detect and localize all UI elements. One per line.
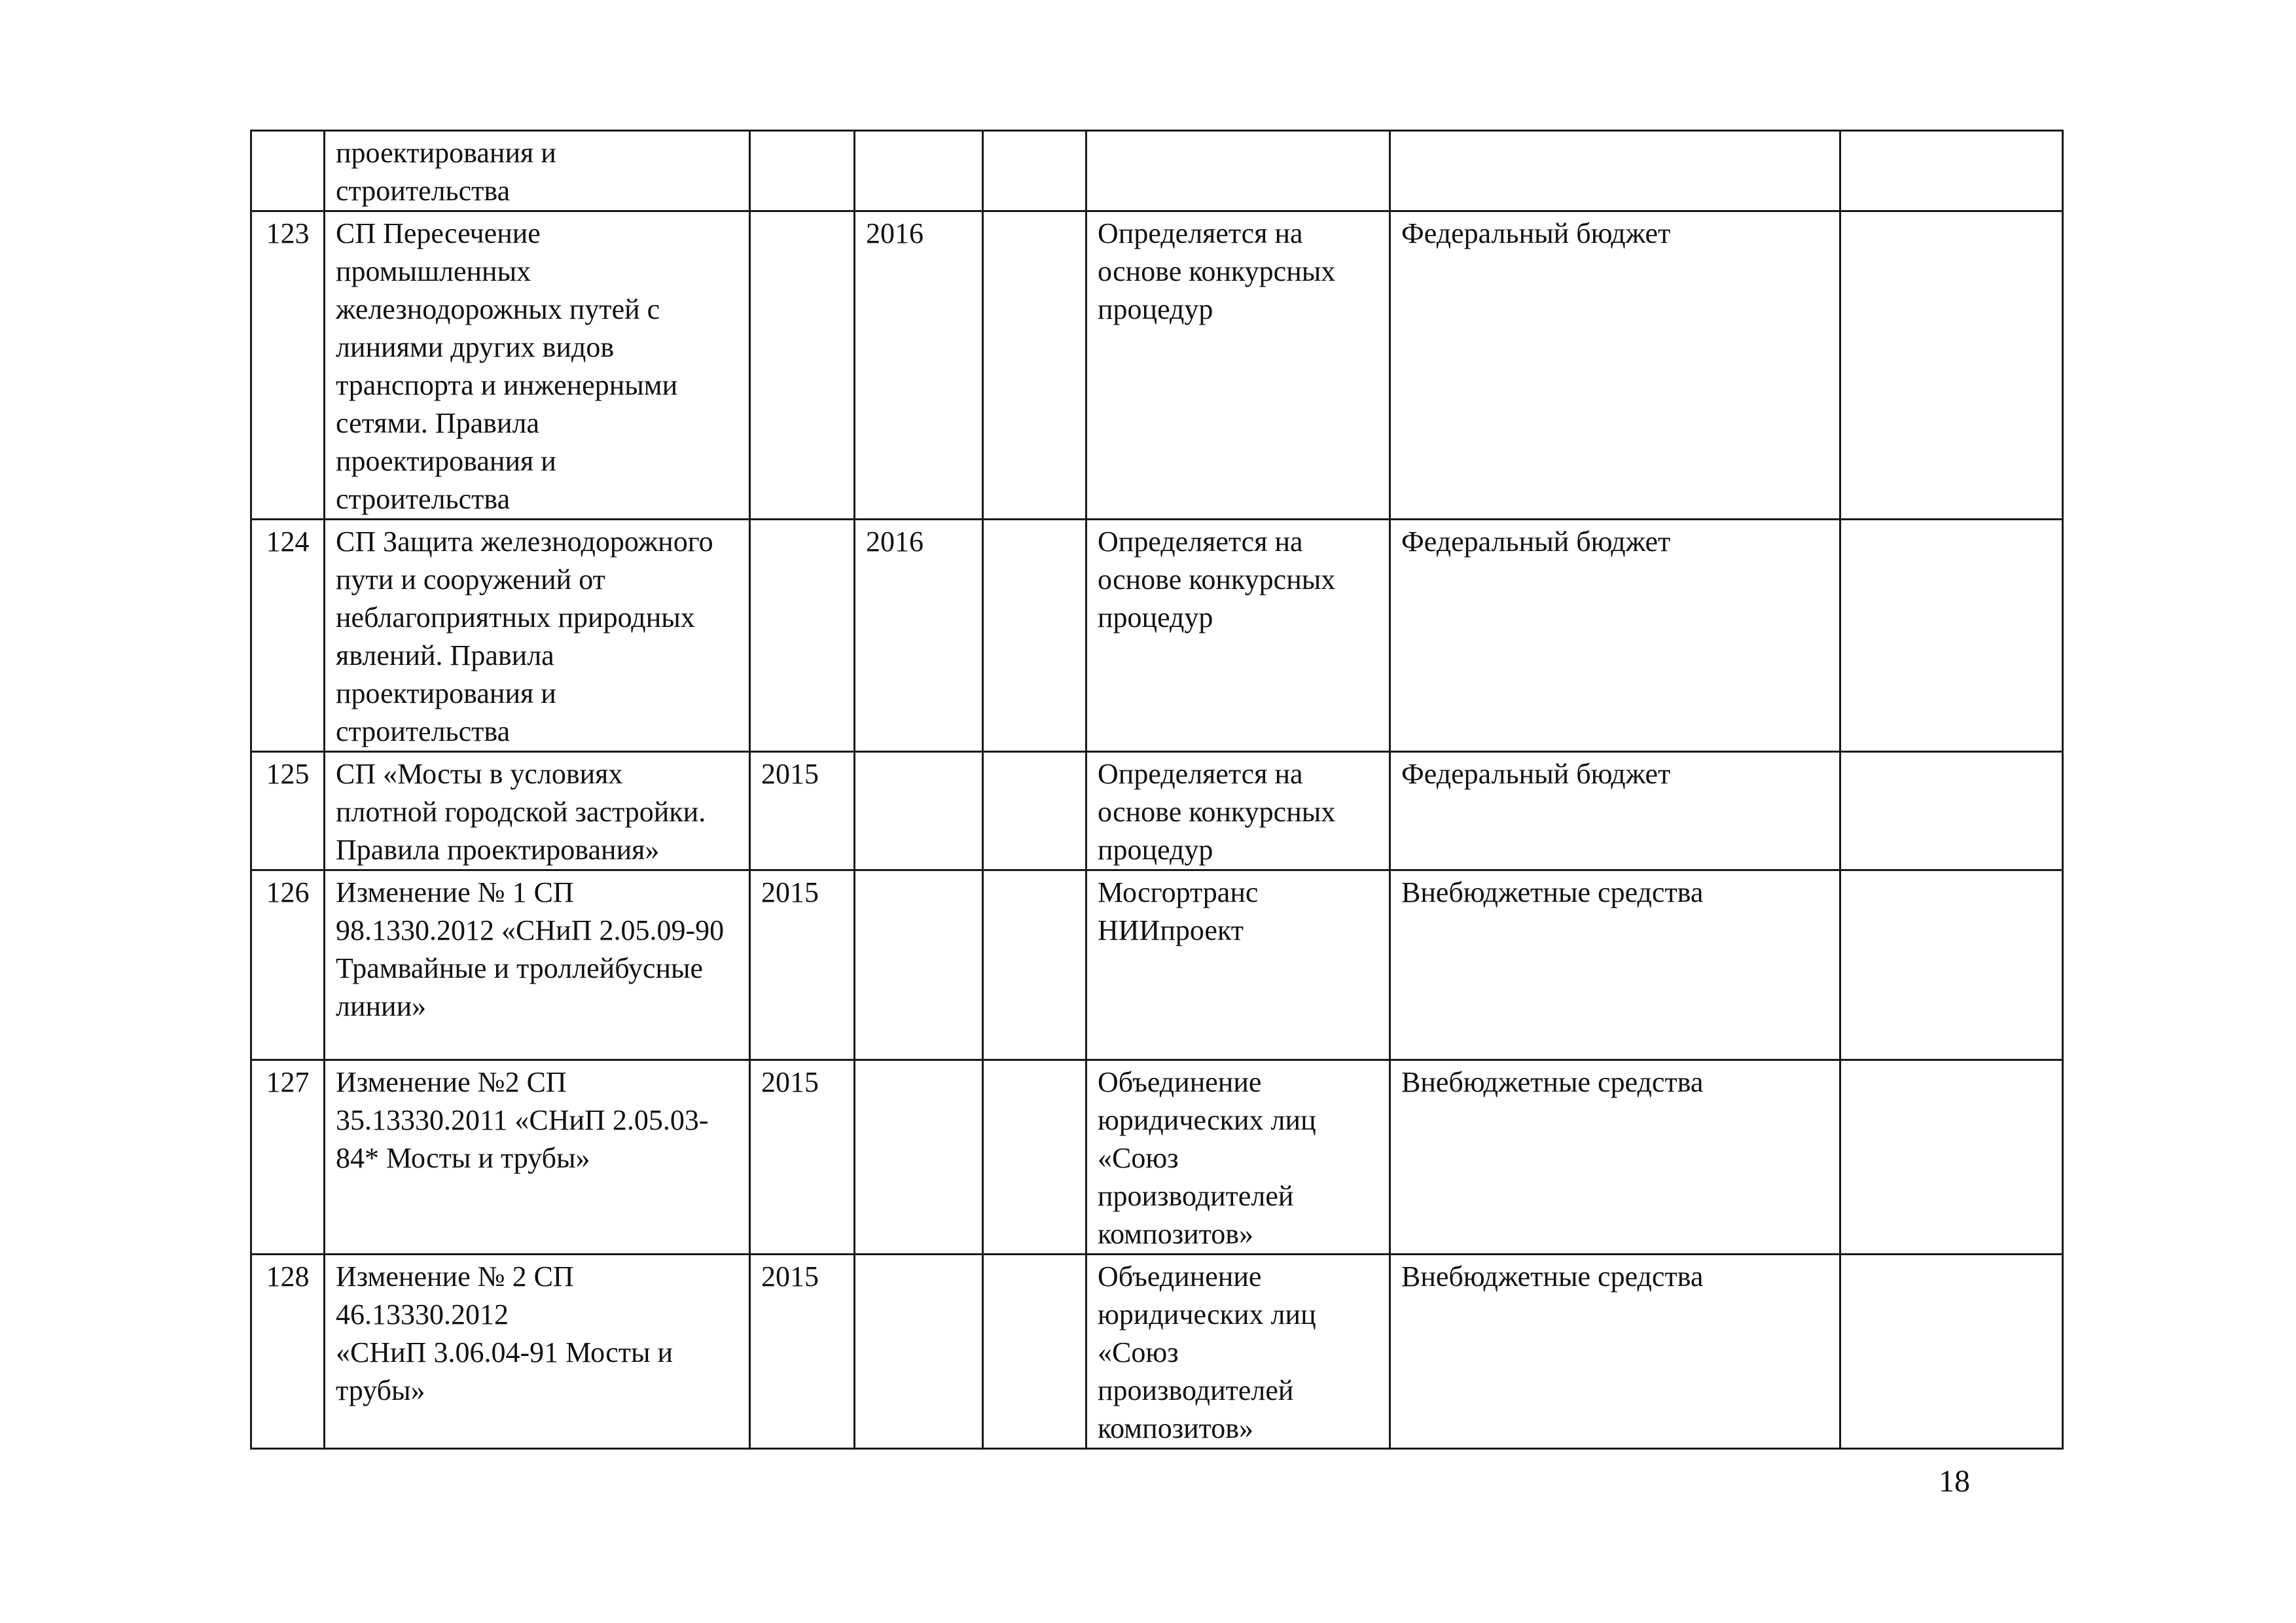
year-start xyxy=(750,520,855,752)
empty-cell xyxy=(983,211,1086,520)
funding-source: Внебюджетные средства xyxy=(1390,1255,1840,1449)
document-title: Изменение №2 СП 35.13330.2011 «СНиП 2.05.03- 84* Мосты и трубы» xyxy=(325,1060,750,1255)
table-row xyxy=(251,752,2063,870)
year-start xyxy=(750,131,855,211)
note xyxy=(1840,211,2063,520)
year-end: 2016 xyxy=(855,520,983,752)
executor: Мосгортранс НИИпроект xyxy=(1086,870,1390,1060)
empty-cell xyxy=(983,752,1086,870)
document-title: СП «Мосты в условиях плотной городской застройки. Правила проектирования» xyxy=(325,752,750,870)
empty-cell xyxy=(983,870,1086,1060)
year-end xyxy=(855,752,983,870)
row-number: 128 xyxy=(251,1255,325,1449)
document-title: Изменение № 1 СП 98.1330.2012 «СНиП 2.05.09-90 Трамвайные и троллейбусные линии» xyxy=(325,870,750,1060)
funding-source: Федеральный бюджет xyxy=(1390,211,1840,520)
funding-source: Внебюджетные средства xyxy=(1390,870,1840,1060)
executor: Определяется на основе конкурсных процедур xyxy=(1086,211,1390,520)
funding-source: Внебюджетные средства xyxy=(1390,1060,1840,1255)
note xyxy=(1840,752,2063,870)
year-start: 2015 xyxy=(750,752,855,870)
row-number: 127 xyxy=(251,1060,325,1255)
row-number xyxy=(251,131,325,211)
executor: Определяется на основе конкурсных процедур xyxy=(1086,752,1390,870)
executor: Определяется на основе конкурсных процедур xyxy=(1086,520,1390,752)
table-row xyxy=(251,520,2063,752)
year-start: 2015 xyxy=(750,1060,855,1255)
empty-cell xyxy=(983,1060,1086,1255)
note xyxy=(1840,870,2063,1060)
row-number: 124 xyxy=(251,520,325,752)
page-number: 18 xyxy=(1939,1464,1970,1499)
table-row xyxy=(251,870,2063,1060)
year-start xyxy=(750,211,855,520)
document-title: СП Защита железнодорожного пути и сооружений от неблагоприятных природных явлений. Правила проектирования и строительства xyxy=(325,520,750,752)
empty-cell xyxy=(983,1255,1086,1449)
row-number: 125 xyxy=(251,752,325,870)
year-end xyxy=(855,1255,983,1449)
note xyxy=(1840,1255,2063,1449)
year-end xyxy=(855,870,983,1060)
funding-source: Федеральный бюджет xyxy=(1390,752,1840,870)
table-row xyxy=(251,1255,2063,1449)
year-start: 2015 xyxy=(750,870,855,1060)
funding-source: Федеральный бюджет xyxy=(1390,520,1840,752)
table-row xyxy=(251,131,2063,211)
year-end: 2016 xyxy=(855,211,983,520)
empty-cell xyxy=(983,520,1086,752)
note xyxy=(1840,131,2063,211)
year-end xyxy=(855,1060,983,1255)
row-number: 126 xyxy=(251,870,325,1060)
document-title: Изменение № 2 СП 46.13330.2012 «СНиП 3.06.04-91 Мосты и трубы» xyxy=(325,1255,750,1449)
row-number: 123 xyxy=(251,211,325,520)
funding-source xyxy=(1390,131,1840,211)
table-row xyxy=(251,1060,2063,1255)
empty-cell xyxy=(983,131,1086,211)
note xyxy=(1840,1060,2063,1255)
table-row xyxy=(251,211,2063,520)
year-end xyxy=(855,131,983,211)
document-title: СП Пересечение промышленных железнодорожных путей с линиями других видов транспорта и инженерными сетями. Правила проектирования и строительства xyxy=(325,211,750,520)
executor: Объединение юридических лиц «Союз производителей композитов» xyxy=(1086,1255,1390,1449)
year-start: 2015 xyxy=(750,1255,855,1449)
executor: Объединение юридических лиц «Союз производителей композитов» xyxy=(1086,1060,1390,1255)
document-table xyxy=(250,130,2064,1450)
document-title: проектирования и строительства xyxy=(325,131,750,211)
executor xyxy=(1086,131,1390,211)
note xyxy=(1840,520,2063,752)
